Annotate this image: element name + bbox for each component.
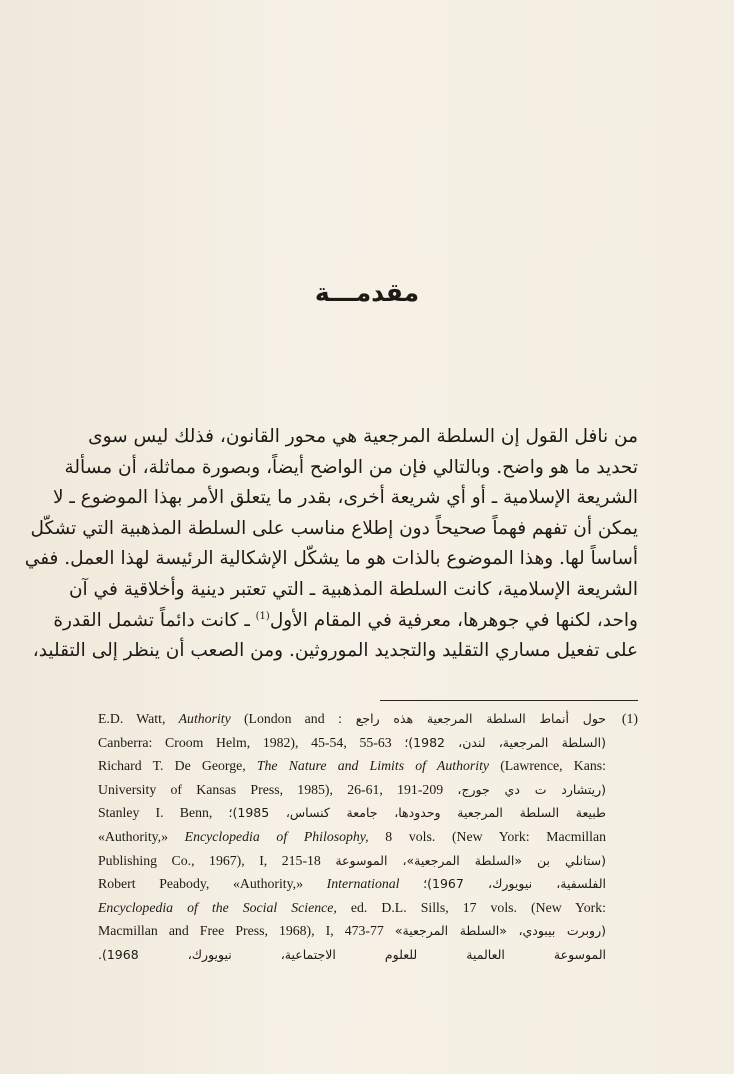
footnote-separator xyxy=(380,700,638,701)
citation-title: The Nature and Limits of Authority xyxy=(256,758,490,774)
body-line: الشريعة الإسلامية ـ أو أي شريعة أخرى، بقدر ما يتعلق الأمر بهذا الموضوع ـ لا xyxy=(52,487,638,509)
footnote-line xyxy=(98,754,606,778)
body-paragraph xyxy=(24,422,638,667)
citation-text: 8 vols. (New York: Macmillan xyxy=(368,828,606,844)
citation-text: Stanley I. Benn, xyxy=(98,805,213,821)
footnote-reference: (1) xyxy=(255,610,270,622)
body-line: أساساً لها. وهذا الموضوع بالذات هو ما يشكّل الإشكالية الرئيسة لهذا العمل. ففي xyxy=(24,548,638,570)
body-line xyxy=(53,606,638,637)
citation-text: Robert Peabody, «Authority,» xyxy=(98,876,327,892)
footnote-english-text xyxy=(98,923,384,938)
footnote-line xyxy=(98,943,606,967)
footnote-english-text xyxy=(98,711,325,726)
citation-text: ed. D.L. Sills, 17 vols. (New York: xyxy=(336,899,606,915)
footnote-english-text xyxy=(98,876,399,891)
footnote-line xyxy=(98,801,606,825)
footnote-arabic-text: (السلطة المرجعية، لندن، 1982)؛ xyxy=(404,734,606,750)
body-line: على تفعيل مساري التقليد والتجديد الموروثين. ومن الصعب أن ينظر إلى التقليد، xyxy=(32,640,638,662)
footnote-english-text xyxy=(98,782,443,797)
footnote-line xyxy=(98,731,606,755)
footnote-arabic-text: (ستانلي بن «السلطة المرجعية»، الموسوعة xyxy=(335,852,606,868)
citation-text: Publishing Co., 1967), I, 215-18 xyxy=(98,852,321,868)
footnote-english-text xyxy=(98,735,392,750)
footnote-english-text xyxy=(98,900,606,915)
footnote-arabic-text: (ريتشارد ت دي جورج، xyxy=(457,781,607,797)
footnote-english-text xyxy=(98,805,212,820)
footnote-english-text xyxy=(98,758,606,773)
body-line: يمكن أن تفهم فهماً صحيحاً دون إطلاع مناسب على السلطة المذهبية التي تشكّل xyxy=(30,517,638,539)
body-line-text: ـ كانت دائماً تشمل القدرة xyxy=(53,609,256,631)
citation-title: Authority xyxy=(178,711,231,726)
footnote-arabic-text: حول أنماط السلطة المرجعية هذه راجع : xyxy=(337,711,606,726)
page-title: مقدمـــة xyxy=(314,278,420,307)
citation-text: Canberra: Croom Helm, 1982), 45-54, 55-63 xyxy=(98,734,392,750)
citation-text: University of Kansas Press, 1985), 26-61, 191-209 xyxy=(98,781,444,797)
footnote-line xyxy=(98,896,606,920)
citation-title: International xyxy=(326,876,400,892)
citation-title: Encyclopedia of Philosophy, xyxy=(184,828,369,844)
footnote-lines xyxy=(98,707,606,967)
footnote-arabic-text: (روبرت بيبودي، «السلطة المرجعية» xyxy=(394,923,606,939)
citation-title: Encyclopedia of the Social Science, xyxy=(98,899,337,915)
footnote-arabic-text: الموسوعة العالمية للعلوم الاجتماعية، نيويورك، 1968). xyxy=(98,946,606,962)
citation-text: (Lawrence, Kans: xyxy=(489,758,606,774)
footnote-english-text xyxy=(98,853,321,868)
footnote-number: (1) xyxy=(621,711,638,726)
footnote-line xyxy=(98,707,606,731)
footnote-line xyxy=(98,778,606,802)
citation-text: «Authority,» xyxy=(98,828,185,844)
body-line: من نافل القول إن السلطة المرجعية هي محور القانون، فذلك ليس سوى xyxy=(88,426,638,447)
footnote-english-text xyxy=(98,829,606,844)
citation-text: Macmillan and Free Press, 1968), I, 473-77 xyxy=(98,923,384,939)
footnote-line xyxy=(98,849,606,873)
footnote-line xyxy=(98,919,606,943)
footnote-arabic-text: الفلسفية، نيويورك، 1967)؛ xyxy=(423,876,606,892)
citation-text: Richard T. De George, xyxy=(98,758,257,774)
footnote-line xyxy=(98,825,606,849)
citation-text: (London and xyxy=(230,711,325,726)
footnote-arabic-text: طبيعة السلطة المرجعية وحدودها، جامعة كنساس، 1985)؛ xyxy=(228,805,607,821)
footnote-line xyxy=(98,872,606,896)
body-line-text: واحد، لكنها في جوهرها، معرفية في المقام الأول xyxy=(269,609,638,631)
body-line: الشريعة الإسلامية، كانت السلطة المذهبية ـ التي تعتبر دينية وأخلاقية في آن xyxy=(68,578,638,600)
citation-text: E.D. Watt, xyxy=(98,711,179,726)
body-line: تحديد ما هو واضح. وبالتالي فإن من الواضح أيضاً، وبصورة مماثلة، أن مسألة xyxy=(64,456,638,478)
